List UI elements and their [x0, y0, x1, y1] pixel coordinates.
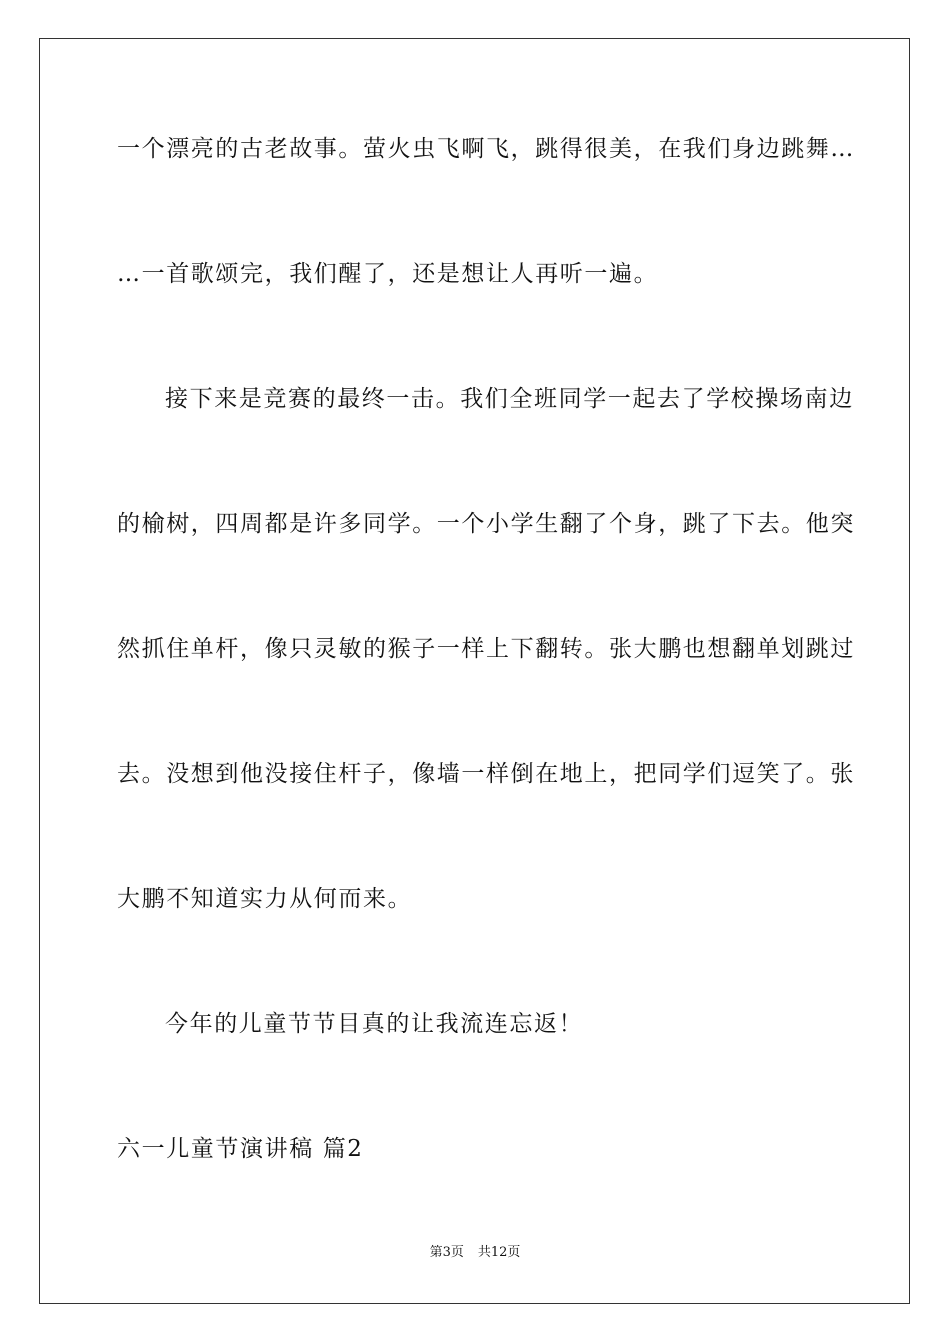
- paragraph-line: 今年的儿童节节目真的让我流连忘返！: [165, 1011, 584, 1037]
- section-heading: 六一儿童节演讲稿 篇2: [117, 1136, 364, 1162]
- paragraph-line: 去。没想到他没接住杆子，像墙一样倒在地上，把同学们逗笑了。张: [117, 761, 855, 787]
- page-footer: [0, 1245, 950, 1261]
- page-total: 共12页: [477, 1245, 521, 1260]
- page-number: 第3页: [429, 1245, 464, 1260]
- page-border: [39, 38, 910, 1304]
- paragraph-line: 一个漂亮的古老故事。萤火虫飞啊飞，跳得很美，在我们身边跳舞…: [117, 136, 855, 162]
- paragraph-line: 接下来是竞赛的最终一击。我们全班同学一起去了学校操场南边: [165, 386, 854, 412]
- paragraph-line: 的榆树，四周都是许多同学。一个小学生翻了个身，跳了下去。他突: [117, 511, 855, 537]
- paragraph-line: …一首歌颂完，我们醒了，还是想让人再听一遍。: [117, 261, 659, 287]
- paragraph-line: 然抓住单杆，像只灵敏的猴子一样上下翻转。张大鹏也想翻单划跳过: [117, 636, 855, 662]
- paragraph-line: 大鹏不知道实力从何而来。: [117, 886, 413, 912]
